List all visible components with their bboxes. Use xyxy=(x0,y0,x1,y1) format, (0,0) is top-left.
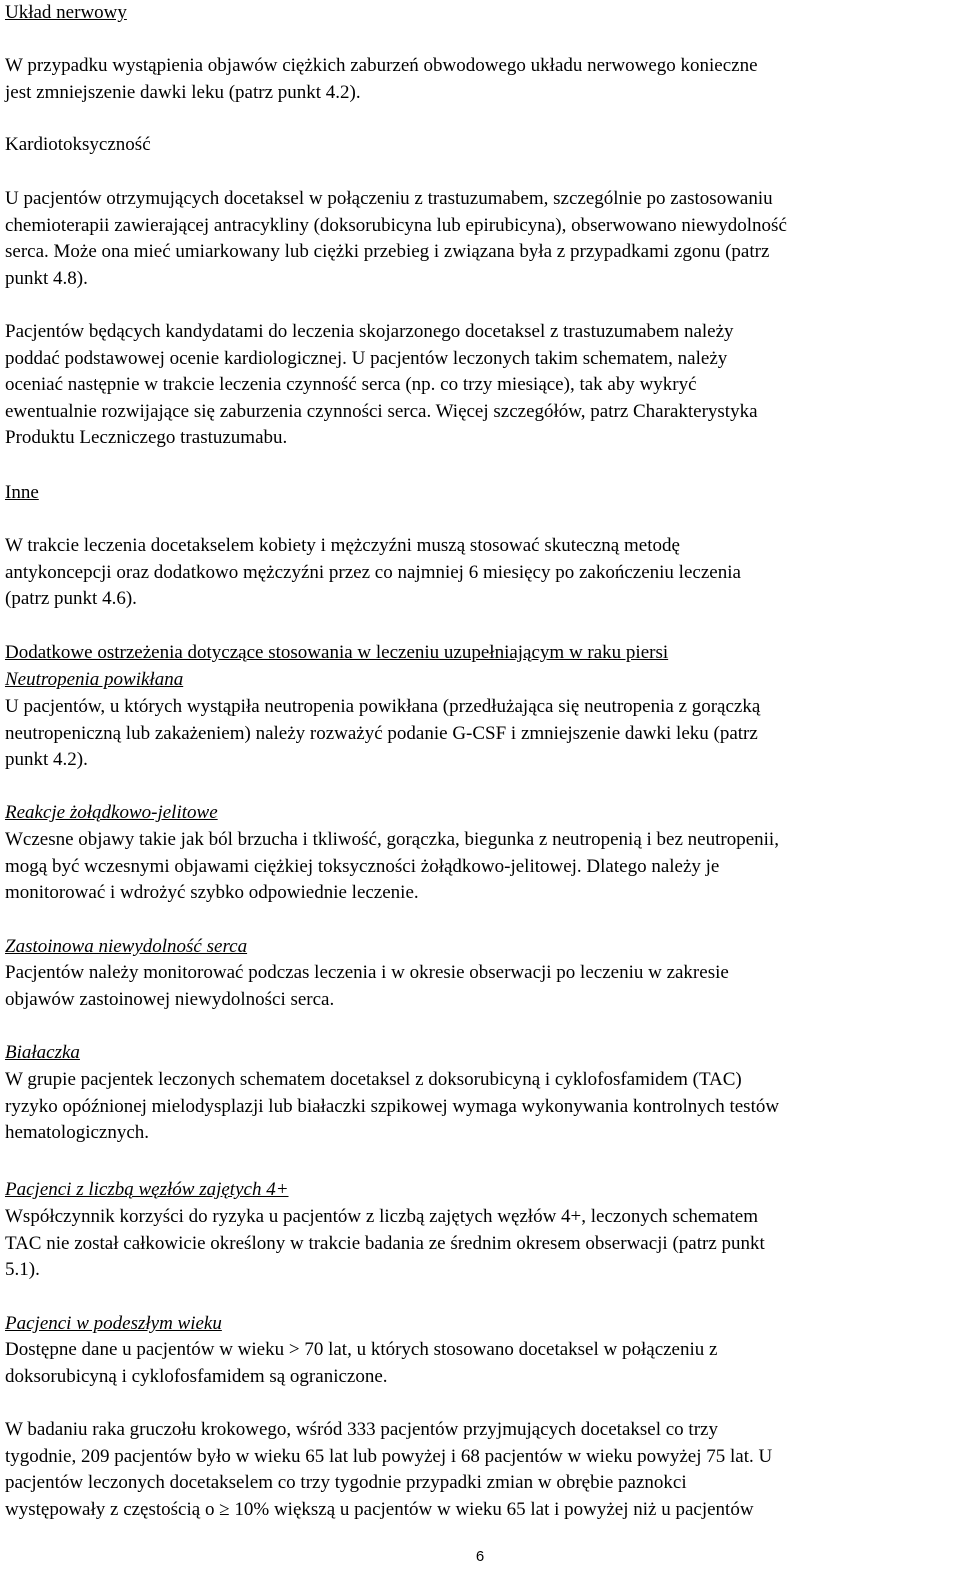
paragraph-podeszly-2: W badaniu raka gruczołu krokowego, wśród 333 pacjentów przyjmujących docetaksel co trzy tygodnie, 209 pacjentów było w wieku 65 lat lub powyżej i 68 pacjentów w wieku powyżej 75 lat. U pacjentów leczonych docetakselem co trzy tygodnie przypadki zmian w obrębie paznokci występowały z częstością o ≥ 10% większą u pacjentów w wieku 65 lat i powyżej niż u pacjentów xyxy=(5,1419,773,1520)
paragraph-podeszly-1: Dostępne dane u pacjentów w wieku > 70 lat, u których stosowano docetaksel w połączeniu z doksorubicyną i cyklofosfamidem są ograniczone. xyxy=(5,1339,718,1387)
page-number: 6 xyxy=(475,1548,485,1565)
paragraph-neutropenia: U pacjentów, u których wystąpiła neutropenia powikłana (przedłużająca się neutropenia z gorączką neutropeniczną lub zakażeniem) należy rozważyć podanie G-CSF i zmniejszenie dawki leku (patrz punkt 4.2). xyxy=(5,696,761,771)
paragraph-zastoinowa: Pacjentów należy monitorować podczas leczenia i w okresie obserwacji po leczeniu w zakresie objawów zastoinowej niewydolności serca. xyxy=(5,962,729,1010)
subheading-pacjenci-wezly: Pacjenci z liczbą węzłów zajętych 4+ xyxy=(5,1179,289,1200)
subheading-bialaczka: Białaczka xyxy=(5,1042,80,1063)
section-heading-uklad-nerwowy: Układ nerwowy xyxy=(5,2,127,23)
section-heading-inne: Inne xyxy=(5,482,39,503)
section-heading-kardiotoksycznosc: Kardiotoksyczność xyxy=(5,134,151,155)
subheading-neutropenia-powiklana: Neutropenia powikłana xyxy=(5,669,184,690)
paragraph-kardiotoksycznosc-2: Pacjentów będących kandydatami do leczenia skojarzonego docetaksel z trastuzumabem należy poddać podstawowej ocenie kardiologicznej. U pacjentów leczonych takim schematem, należy oceniać następnie w trakcie leczenia czynność serca (np. co trzy miesiące), tak aby wykryć ewentualnie rozwijające się zaburzenia czynności serca. Więcej szczegółów, patrz Charakterystyka Produktu Leczniczego trastuzumabu. xyxy=(5,321,758,449)
paragraph-inne: W trakcie leczenia docetakselem kobiety i mężczyźni muszą stosować skuteczną metodę antykoncepcji oraz dodatkowo mężczyźni przez co najmniej 6 miesięcy po zakończeniu leczenia (patrz punkt 4.6). xyxy=(5,535,741,610)
paragraph-reakcje: Wczesne objawy takie jak ból brzucha i tkliwość, gorączka, biegunka z neutropenią i bez neutropenii, mogą być wczesnymi objawami ciężkiej toksyczności żołądkowo-jelitowej. Dlatego należy je monitorować i wdrożyć szybko odpowiednie leczenie. xyxy=(5,829,779,904)
paragraph-kardiotoksycznosc-1: U pacjentów otrzymujących docetaksel w połączeniu z trastuzumabem, szczególnie po zastosowaniu chemioterapii zawierającej antracykliny (doksorubicyna lub epirubicyna), obserwowano niewydolność serca. Może ona mieć umiarkowany lub ciężki przebieg i związana była z przypadkami zgonu (patrz punkt 4.8). xyxy=(5,188,787,289)
paragraph-uklad-nerwowy: W przypadku wystąpienia objawów ciężkich zaburzeń obwodowego układu nerwowego konieczne jest zmniejszenie dawki leku (patrz punkt 4.2). xyxy=(5,55,758,103)
subheading-reakcje-zoladkowo-jelitowe: Reakcje żołądkowo-jelitowe xyxy=(5,802,218,823)
section-heading-dodatkowe-ostrzezenia: Dodatkowe ostrzeżenia dotyczące stosowania w leczeniu uzupełniającym w raku piersi xyxy=(5,642,669,663)
subheading-pacjenci-podeszly-wiek: Pacjenci w podeszłym wieku xyxy=(5,1313,222,1334)
paragraph-wezly: Współczynnik korzyści do ryzyka u pacjentów z liczbą zajętych węzłów 4+, leczonych schematem TAC nie został całkowicie określony w trakcie badania ze średnim okresem obserwacji (patrz punkt 5.1). xyxy=(5,1206,765,1281)
subheading-zastoinowa-niewydolnosc-serca: Zastoinowa niewydolność serca xyxy=(5,936,248,957)
paragraph-bialaczka: W grupie pacjentek leczonych schematem docetaksel z doksorubicyną i cyklofosfamidem (TAC) ryzyko opóźnionej mielodysplazji lub białaczki szpikowej wymaga wykonywania kontrolnych testów hematologicznych. xyxy=(5,1069,780,1144)
